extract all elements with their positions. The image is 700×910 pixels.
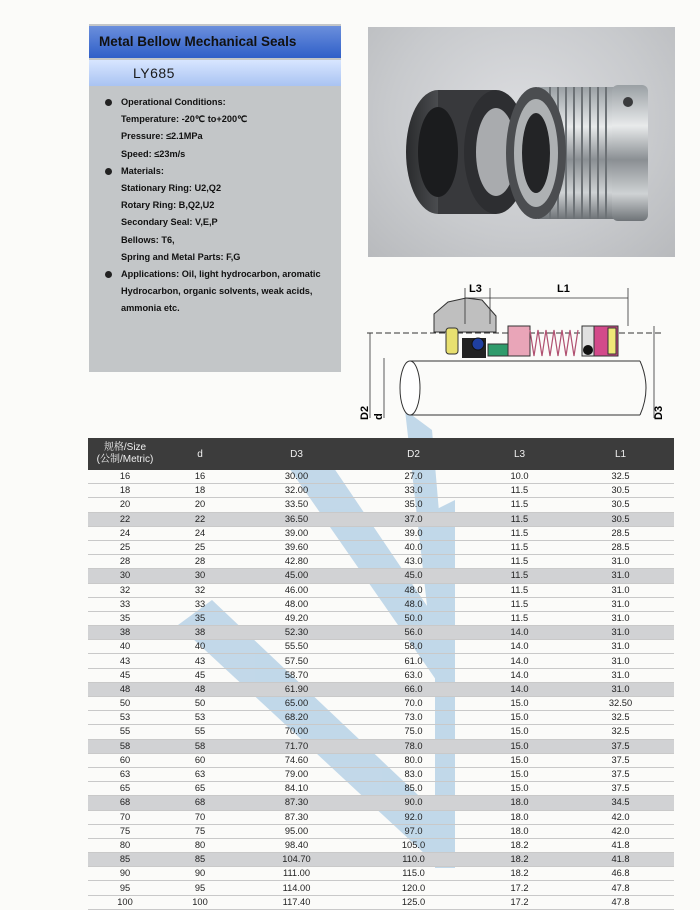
table-cell: 18.2 [472, 838, 567, 852]
table-row [88, 470, 674, 484]
table-cell: 11.5 [472, 484, 567, 498]
table-cell: 85 [88, 853, 162, 867]
table-cell: 115.0 [355, 867, 472, 881]
table-cell: 18.2 [472, 867, 567, 881]
table-cell: 15.0 [472, 725, 567, 739]
table-cell: 31.0 [567, 682, 674, 696]
table-cell: 53 [88, 711, 162, 725]
table-cell: 58 [88, 739, 162, 753]
table-cell: 45.0 [355, 569, 472, 583]
spec-text: Rotary Ring: B,Q2,U2 [121, 200, 215, 211]
table-cell: 55 [88, 725, 162, 739]
table-cell: 20 [88, 498, 162, 512]
table-cell: 11.5 [472, 569, 567, 583]
table-cell: 14.0 [472, 640, 567, 654]
table-row [88, 895, 674, 909]
table-cell: 68 [162, 796, 238, 810]
table-cell: 22 [162, 512, 238, 526]
table-cell: 15.0 [472, 782, 567, 796]
spec-item [101, 300, 337, 317]
table-cell: 56.0 [355, 626, 472, 640]
table-cell: 20 [162, 498, 238, 512]
spec-item [101, 180, 337, 197]
table-cell: 37.5 [567, 753, 674, 767]
table-cell: 15.0 [472, 739, 567, 753]
header-size [88, 438, 162, 470]
spec-text: Bellows: T6, [121, 234, 175, 245]
table-cell: 11.5 [472, 526, 567, 540]
table-cell: 85.0 [355, 782, 472, 796]
table-cell: 31.0 [567, 569, 674, 583]
table-cell: 57.50 [238, 654, 355, 668]
table-cell: 50 [162, 697, 238, 711]
spec-text: Hydrocarbon, organic solvents, weak acids, [121, 286, 313, 297]
spec-heading [101, 266, 337, 283]
table-cell: 65 [162, 782, 238, 796]
table-row [88, 824, 674, 838]
table-cell: 53 [162, 711, 238, 725]
spec-text: Spring and Metal Parts: F,G [121, 251, 241, 262]
spec-text: Applications: Oil, light hydrocarbon, aromatic [121, 268, 321, 279]
table-cell: 28 [88, 555, 162, 569]
table-cell: 43.0 [355, 555, 472, 569]
table-cell: 45 [88, 668, 162, 682]
table-cell: 70 [88, 810, 162, 824]
table-cell: 114.00 [238, 881, 355, 895]
header-l3: L3 [472, 438, 567, 470]
spec-item [101, 128, 337, 145]
spec-text: Operational Conditions: [121, 97, 226, 107]
spec-item [101, 197, 337, 214]
table-cell: 42.0 [567, 824, 674, 838]
table-cell: 75 [162, 824, 238, 838]
table-cell: 46.8 [567, 867, 674, 881]
bullet-icon [105, 271, 112, 278]
table-cell: 31.0 [567, 626, 674, 640]
table-row [88, 597, 674, 611]
table-row [88, 555, 674, 569]
table-cell: 10.0 [472, 470, 567, 484]
table-row [88, 810, 674, 824]
table-cell: 87.30 [238, 796, 355, 810]
table-row [88, 512, 674, 526]
table-cell: 28.5 [567, 540, 674, 554]
header-d3: D3 [238, 438, 355, 470]
spec-text: Secondary Seal: V,E,P [121, 217, 218, 228]
product-photo [368, 27, 675, 257]
table-cell: 58.0 [355, 640, 472, 654]
table-cell: 92.0 [355, 810, 472, 824]
table-cell: 49.20 [238, 611, 355, 625]
header-d: d [162, 438, 238, 470]
table-cell: 36.50 [238, 512, 355, 526]
table-cell: 52.30 [238, 626, 355, 640]
table-cell: 11.5 [472, 611, 567, 625]
table-cell: 35 [162, 611, 238, 625]
table-cell: 14.0 [472, 654, 567, 668]
header-size-line: (公制/Metric) [96, 454, 154, 465]
table-cell: 70.00 [238, 725, 355, 739]
table-cell: 98.40 [238, 838, 355, 852]
table-cell: 68 [88, 796, 162, 810]
table-cell: 14.0 [472, 626, 567, 640]
table-cell: 30.5 [567, 484, 674, 498]
spec-item [101, 283, 337, 300]
table-cell: 79.00 [238, 767, 355, 781]
table-cell: 30.5 [567, 498, 674, 512]
dim-l1-label: L1 [557, 283, 570, 295]
table-row [88, 767, 674, 781]
table-cell: 90 [162, 867, 238, 881]
table-cell: 97.0 [355, 824, 472, 838]
table-cell: 34.5 [567, 796, 674, 810]
dim-d2-label: D2 [359, 405, 371, 420]
table-cell: 75 [88, 824, 162, 838]
table-cell: 33 [88, 597, 162, 611]
table-cell: 31.0 [567, 654, 674, 668]
dim-d3-label: D3 [653, 405, 665, 420]
table-cell: 85 [162, 853, 238, 867]
table-cell: 68.20 [238, 711, 355, 725]
table-row [88, 753, 674, 767]
table-row [88, 725, 674, 739]
table-cell: 40 [88, 640, 162, 654]
table-row [88, 526, 674, 540]
table-cell: 37.0 [355, 512, 472, 526]
spec-heading [101, 94, 337, 111]
table-cell: 18.2 [472, 853, 567, 867]
table-row [88, 583, 674, 597]
table-cell: 55 [162, 725, 238, 739]
spec-list [101, 94, 337, 317]
table-cell: 48.0 [355, 597, 472, 611]
table-cell: 18.0 [472, 796, 567, 810]
table-cell: 11.5 [472, 540, 567, 554]
table-cell: 32 [88, 583, 162, 597]
table-cell: 125.0 [355, 895, 472, 909]
table-cell: 43 [162, 654, 238, 668]
table-cell: 42.0 [567, 810, 674, 824]
table-cell: 61.0 [355, 654, 472, 668]
table-cell: 18.0 [472, 824, 567, 838]
table-cell: 41.8 [567, 853, 674, 867]
table-cell: 84.10 [238, 782, 355, 796]
table-cell: 18.0 [472, 810, 567, 824]
bullet-icon [105, 99, 112, 106]
model-number: LY685 [89, 60, 341, 86]
table-cell: 32.5 [567, 725, 674, 739]
table-cell: 31.0 [567, 668, 674, 682]
table-cell: 35.0 [355, 498, 472, 512]
table-cell: 63 [162, 767, 238, 781]
table-cell: 33 [162, 597, 238, 611]
table-cell: 15.0 [472, 753, 567, 767]
header-size-line: 规格/Size [103, 442, 147, 453]
table-cell: 37.5 [567, 767, 674, 781]
spec-text: Temperature: -20℃ to+200℃ [121, 114, 248, 125]
table-cell: 111.00 [238, 867, 355, 881]
table-cell: 80 [162, 838, 238, 852]
table-cell: 11.5 [472, 583, 567, 597]
table-row [88, 881, 674, 895]
table-cell: 46.00 [238, 583, 355, 597]
table-cell: 74.60 [238, 753, 355, 767]
table-row [88, 569, 674, 583]
table-cell: 30.00 [238, 470, 355, 484]
table-cell: 39.00 [238, 526, 355, 540]
table-cell: 95 [88, 881, 162, 895]
table-cell: 45 [162, 668, 238, 682]
table-row [88, 484, 674, 498]
table-cell: 11.5 [472, 498, 567, 512]
table-cell: 48.00 [238, 597, 355, 611]
table-cell: 100 [162, 895, 238, 909]
table-cell: 25 [88, 540, 162, 554]
table-cell: 31.0 [567, 611, 674, 625]
table-cell: 48.0 [355, 583, 472, 597]
table-cell: 71.70 [238, 739, 355, 753]
spec-text: Stationary Ring: U2,Q2 [121, 182, 222, 193]
table-cell: 28.5 [567, 526, 674, 540]
table-cell: 65.00 [238, 697, 355, 711]
table-row [88, 796, 674, 810]
table-cell: 50.0 [355, 611, 472, 625]
table-body [88, 470, 674, 909]
spec-text: Materials: [121, 165, 164, 176]
table-cell: 66.0 [355, 682, 472, 696]
table-cell: 39.60 [238, 540, 355, 554]
table-cell: 15.0 [472, 711, 567, 725]
table-cell: 47.8 [567, 881, 674, 895]
table-cell: 11.5 [472, 512, 567, 526]
table-cell: 32.50 [567, 697, 674, 711]
table-cell: 43 [88, 654, 162, 668]
table-cell: 120.0 [355, 881, 472, 895]
table-header-row [88, 438, 674, 470]
dim-l3-label: L3 [469, 283, 482, 295]
table-cell: 30.5 [567, 512, 674, 526]
table-cell: 40 [162, 640, 238, 654]
table-cell: 37.5 [567, 739, 674, 753]
table-cell: 80.0 [355, 753, 472, 767]
table-cell: 18 [162, 484, 238, 498]
table-cell: 14.0 [472, 668, 567, 682]
table-cell: 31.0 [567, 640, 674, 654]
table-cell: 78.0 [355, 739, 472, 753]
spec-text: Speed: ≤23m/s [121, 148, 186, 159]
table-cell: 70.0 [355, 697, 472, 711]
table-row [88, 739, 674, 753]
table-cell: 14.0 [472, 682, 567, 696]
spec-item [101, 232, 337, 249]
table-cell: 70 [162, 810, 238, 824]
spec-item [101, 249, 337, 266]
table-cell: 24 [88, 526, 162, 540]
table-cell: 48 [162, 682, 238, 696]
table-cell: 28 [162, 555, 238, 569]
header-d2: D2 [355, 438, 472, 470]
spec-text: ammonia etc. [121, 303, 180, 314]
table-cell: 35 [88, 611, 162, 625]
table-cell: 100 [88, 895, 162, 909]
table-cell: 60 [162, 753, 238, 767]
table-cell: 15.0 [472, 697, 567, 711]
table-cell: 31.0 [567, 555, 674, 569]
product-title: Metal Bellow Mechanical Seals [89, 26, 341, 58]
spec-item [101, 111, 337, 128]
table-cell: 18 [88, 484, 162, 498]
table-cell: 83.0 [355, 767, 472, 781]
spec-heading [101, 163, 337, 180]
table-cell: 90 [88, 867, 162, 881]
table-cell: 15.0 [472, 767, 567, 781]
table-cell: 31.0 [567, 583, 674, 597]
table-row [88, 867, 674, 881]
table-cell: 37.5 [567, 782, 674, 796]
table-row [88, 697, 674, 711]
table-cell: 11.5 [472, 555, 567, 569]
table-cell: 40.0 [355, 540, 472, 554]
table-cell: 33.50 [238, 498, 355, 512]
table-cell: 63 [88, 767, 162, 781]
size-table [88, 438, 674, 910]
table-cell: 27.0 [355, 470, 472, 484]
table-cell: 95.00 [238, 824, 355, 838]
table-cell: 80 [88, 838, 162, 852]
table-cell: 48 [88, 682, 162, 696]
table-cell: 22 [88, 512, 162, 526]
table-cell: 32.5 [567, 470, 674, 484]
table-cell: 39.0 [355, 526, 472, 540]
table-cell: 11.5 [472, 597, 567, 611]
seal-illustration [368, 27, 675, 257]
table-cell: 60 [88, 753, 162, 767]
table-cell: 32.00 [238, 484, 355, 498]
table-row [88, 711, 674, 725]
table-row [88, 853, 674, 867]
table-cell: 31.0 [567, 597, 674, 611]
table-row [88, 838, 674, 852]
table-cell: 110.0 [355, 853, 472, 867]
table-cell: 38 [162, 626, 238, 640]
table-cell: 41.8 [567, 838, 674, 852]
dim-d-label: d [373, 413, 385, 420]
table-cell: 87.30 [238, 810, 355, 824]
table-cell: 25 [162, 540, 238, 554]
table-cell: 90.0 [355, 796, 472, 810]
table-cell: 75.0 [355, 725, 472, 739]
table-cell: 50 [88, 697, 162, 711]
table-cell: 30 [88, 569, 162, 583]
spec-panel [89, 24, 341, 372]
table-cell: 95 [162, 881, 238, 895]
table-row [88, 782, 674, 796]
table-cell: 30 [162, 569, 238, 583]
table-cell: 58.70 [238, 668, 355, 682]
table-cell: 65 [88, 782, 162, 796]
table-cell: 17.2 [472, 881, 567, 895]
spec-item [101, 214, 337, 231]
table-row [88, 611, 674, 625]
table-row [88, 682, 674, 696]
spec-item [101, 146, 337, 163]
table-cell: 104.70 [238, 853, 355, 867]
table-row [88, 654, 674, 668]
table-cell: 16 [88, 470, 162, 484]
bullet-icon [105, 168, 112, 175]
table-cell: 24 [162, 526, 238, 540]
table-cell: 105.0 [355, 838, 472, 852]
spec-text: Pressure: ≤2.1MPa [121, 131, 203, 142]
table-row [88, 626, 674, 640]
header-l1: L1 [567, 438, 674, 470]
table-cell: 45.00 [238, 569, 355, 583]
table-cell: 42.80 [238, 555, 355, 569]
table-cell: 17.2 [472, 895, 567, 909]
table-cell: 32 [162, 583, 238, 597]
technical-drawing [359, 268, 682, 438]
table-cell: 32.5 [567, 711, 674, 725]
table-cell: 55.50 [238, 640, 355, 654]
table-cell: 38 [88, 626, 162, 640]
table-row [88, 498, 674, 512]
table-cell: 58 [162, 739, 238, 753]
table-cell: 61.90 [238, 682, 355, 696]
table-cell: 63.0 [355, 668, 472, 682]
table-cell: 16 [162, 470, 238, 484]
table-cell: 117.40 [238, 895, 355, 909]
table-row [88, 640, 674, 654]
table-row [88, 540, 674, 554]
table-cell: 47.8 [567, 895, 674, 909]
table-cell: 73.0 [355, 711, 472, 725]
table-row [88, 668, 674, 682]
table-cell: 33.0 [355, 484, 472, 498]
